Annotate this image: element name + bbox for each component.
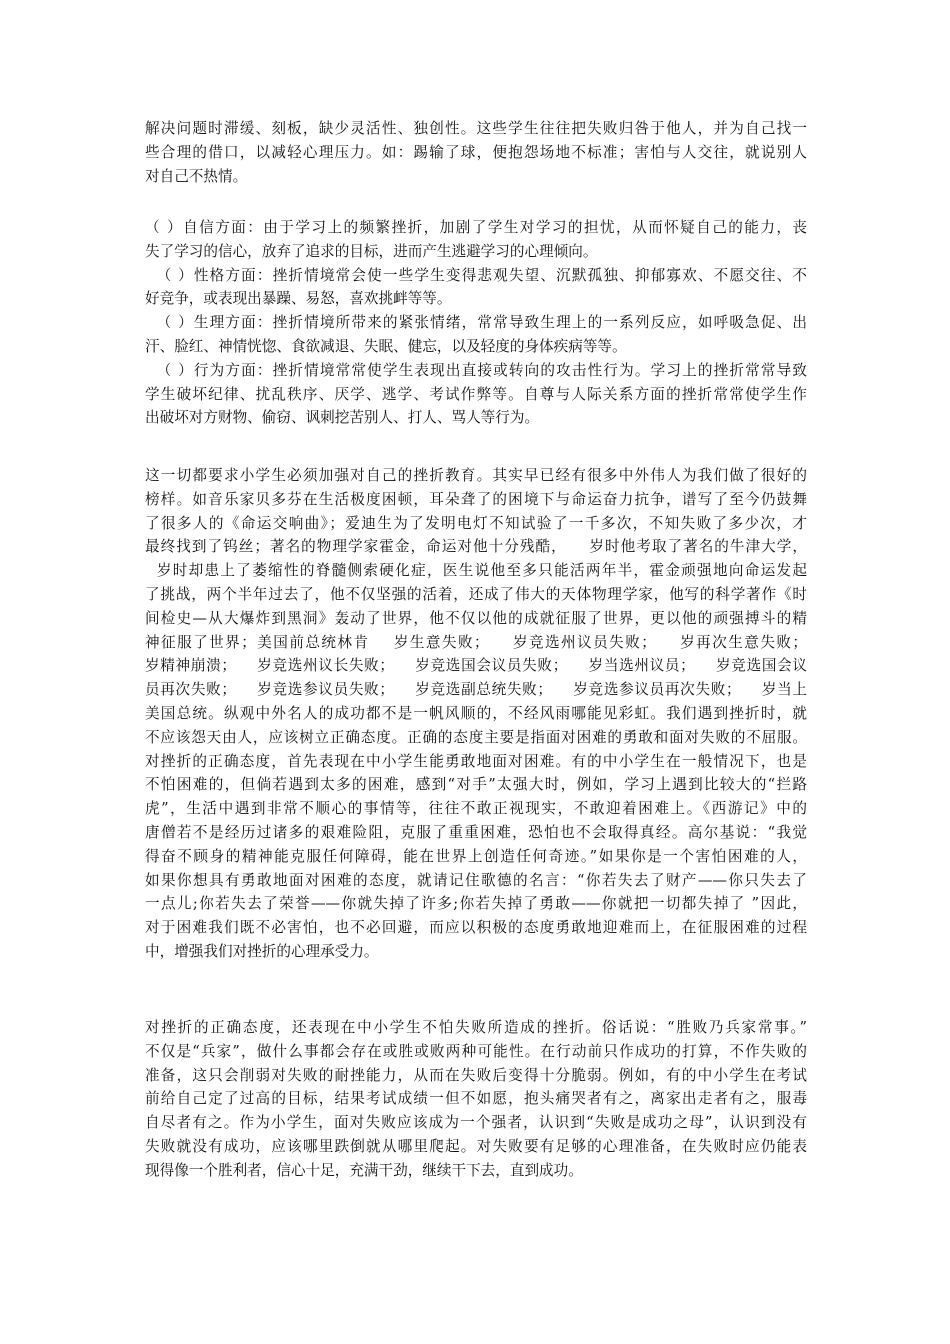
text-line: 失了学习的信心，放弃了追求的目标，进而产生逃避学习的心理倾向。 [145, 242, 598, 260]
text-line: 唐僧若不是经历过诸多的艰难险阻，克服了重重困难，恐怕也不会取得真经。高尔基说：“我觉 [145, 823, 807, 841]
text-line: 汗、脸红、神情恍惚、食欲减退、失眠、健忘，以及轻度的身体疾病等等。 [145, 337, 627, 355]
text-line: 岁精神崩溃； 岁竞选州议长失败； 岁竞选国会议员失败； 岁当选州议员； 岁竞选国会议 [145, 657, 807, 675]
text-line: 现得像一个胜利者，信心十足，充满干劲，继续干下去，直到成功。 [145, 1161, 583, 1179]
text-line: （ ）自信方面：由于学习上的频繁挫折，加剧了学生对学习的担忧，从而怀疑自己的能力，丧 [145, 219, 807, 236]
text-line: 美国总统。纵观中外名人的成功都不是一帆风顺的，不经风雨哪能见彩虹。我们遇到挫折时，就 [145, 704, 807, 722]
text-line: 最终找到了钨丝；著名的物理学家霍金，命运对他十分残酷， 岁时他考取了著名的牛津大学， [145, 538, 807, 556]
text-line: 对于困难我们既不必害怕，也不必回避，而应以积极的态度勇敢地迎难而上，在征服困难的过程 [145, 919, 807, 937]
text-line: 对挫折的正确态度，首先表现在中小学生能勇敢地面对困难。有的中小学生在一般情况下，也是 [145, 752, 807, 770]
paragraph-frustration-effects [145, 216, 807, 430]
text-line: 前给自己定了过高的目标，结果考试成绩一但不如愿，抱头痛哭者有之，离家出走者有之，服毒 [145, 1090, 807, 1108]
text-line: 学生破坏纪律、扰乱秩序、厌学、逃学、考试作弊等。自尊与人际关系方面的挫折常常使学生作 [145, 385, 807, 403]
text-line: 虎”，生活中遇到非常不顺心的事情等，往往不敢正视现实，不敢迎着困难上。《西游记》中的 [145, 800, 807, 818]
paragraph-facing-failure [145, 1016, 807, 1183]
text-line: 解决问题时滞缓、刻板，缺少灵活性、独创性。这些学生往往把失败归咎于他人，并为自己找一 [145, 120, 807, 137]
text-line: 神征服了世界；美国前总统林肯 岁生意失败； 岁竞选州议员失败； 岁再次生意失败； [145, 633, 807, 651]
paragraph-coping-behavior [145, 117, 807, 188]
text-line: 一点儿;你若失去了荣誉——你就失掉了许多;你若失掉了勇敢——你就把一切都失掉了 ”因此， [145, 895, 807, 913]
text-line: 如果你想具有勇敢地面对困难的态度，就请记住歌德的名言：“你若失去了财产——你只失去了 [145, 871, 807, 889]
text-line: 这一切都要求小学生必须加强对自己的挫折教育。其实早已经有很多中外伟人为我们做了很好的 [145, 467, 807, 484]
paragraph-frustration-education [145, 464, 807, 964]
text-line: 对自己不热情。 [145, 167, 248, 185]
text-line: 了挑战，两个半年过去了，他不仅坚强的活着，还成了伟大的天体物理学家，他写的科学著作《时 [145, 585, 807, 603]
text-line: 间检史—从大爆炸到黑洞》轰动了世界，他不仅以他的成就征服了世界，更以他的顽强搏斗的精 [145, 609, 807, 627]
text-line: 不仅是“兵家”，做什么事都会存在或胜或败两种可能性。在行动前只作成功的打算，不作失败的 [145, 1042, 807, 1060]
text-line: 不应该怨天由人，应该树立正确态度。正确的态度主要是指面对困难的勇敢和面对失败的不屈服。 [145, 728, 807, 746]
text-line: （ ）生理方面：挫折情境所带来的紧张情绪，常常导致生理上的一系列反应，如呼吸急促、出 [145, 314, 807, 332]
text-line: 了很多人的《命运交响曲》；爱迪生为了发明电灯不知试验了一千多次，不知失败了多少次，才 [145, 514, 807, 532]
text-line: 自尽者有之。作为小学生，面对失败应该成为一个强者，认识到“失败是成功之母”，认识到没有 [145, 1114, 807, 1132]
text-line: 失败就没有成功，应该哪里跌倒就从哪里爬起。对失败要有足够的心理准备，在失败时应仍能表 [145, 1137, 807, 1155]
text-line: 准备，这只会削弱对失败的耐挫能力，从而在失败后变得十分脆弱。例如，有的中小学生在考试 [145, 1066, 807, 1084]
text-line: 岁时却患上了萎缩性的脊髓侧索硬化症，医生说他至多只能活两年半，霍金顽强地向命运发起 [145, 562, 807, 580]
text-line: 榜样。如音乐家贝多芬在生活极度困顿，耳朵聋了的困境下与命运奋力抗争，谱写了至今仍鼓舞 [145, 490, 807, 508]
text-line: 好竞争，或表现出暴躁、易怒，喜欢挑衅等等。 [145, 290, 452, 308]
text-line: 出破坏对方财物、偷窃、讽刺挖苦别人、打人、骂人等行为。 [145, 409, 540, 427]
text-line: （ ）性格方面：挫折情境常会使一些学生变得悲观失望、沉默孤独、抑郁寡欢、不愿交往、不 [145, 266, 807, 284]
text-line: 中，增强我们对挫折的心理承受力。 [145, 942, 379, 960]
text-line: 不怕困难的，但倘若遇到太多的困难，感到“对手”太强大时，例如，学习上遇到比较大的“拦路 [145, 776, 807, 794]
text-line: 对挫折的正确态度，还表现在中小学生不怕失败所造成的挫折。俗话说：“胜败乃兵家常事。” [145, 1019, 807, 1036]
text-line: 员再次失败； 岁竞选参议员失败； 岁竞选副总统失败； 岁竞选参议员再次失败； 岁当上 [145, 681, 807, 699]
text-line: 些合理的借口，以减轻心理压力。如：踢输了球，便抱怨场地不标准；害怕与人交往，就说别人 [145, 143, 807, 161]
text-line: 得奋不顾身的精神能克服任何障碍，能在世界上创造任何奇迹。”如果你是一个害怕困难的人， [145, 847, 807, 865]
text-line: （ ）行为方面：挫折情境常常使学生表现出直接或转向的攻击性行为。学习上的挫折常常导致 [145, 361, 807, 379]
